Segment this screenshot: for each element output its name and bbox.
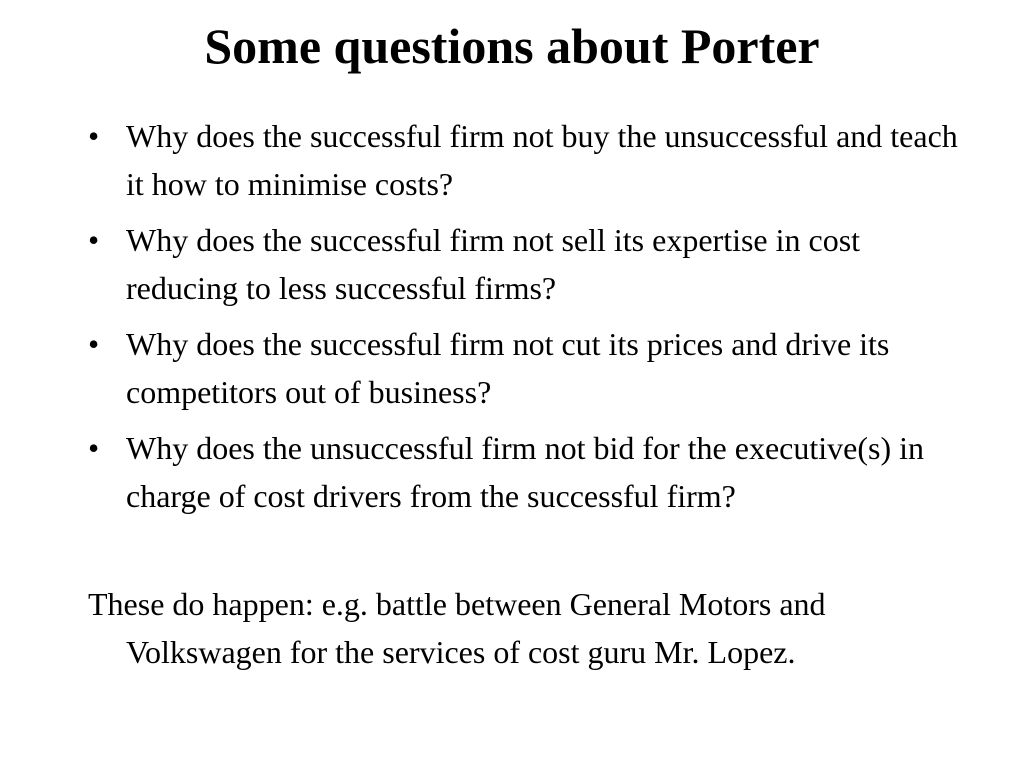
- bullet-icon: •: [88, 326, 100, 362]
- bullet-icon: •: [88, 430, 100, 466]
- bullet-item: [88, 320, 968, 416]
- bullet-item: [88, 112, 968, 208]
- bullet-icon: •: [88, 118, 100, 154]
- bullet-text: Why does the successful firm not sell its expertise in cost reducing to less successful firms?: [126, 222, 861, 306]
- closing-paragraph: These do happen: e.g. battle between General Motors and Volkswagen for the services of cost guru Mr. Lopez.: [88, 586, 826, 670]
- bullet-text: Why does the successful firm not buy the unsuccessful and teach it how to minimise costs?: [126, 118, 958, 202]
- bullet-item: [88, 424, 968, 520]
- slide-title: Some questions about Porter: [204, 18, 820, 74]
- bullet-item: [88, 216, 968, 312]
- bullet-icon: •: [88, 222, 100, 258]
- bullet-text: Why does the unsuccessful firm not bid for the executive(s) in charge of cost drivers from the successful firm?: [126, 430, 924, 514]
- bullet-list: [88, 112, 968, 528]
- bullet-text: Why does the successful firm not cut its prices and drive its competitors out of business?: [126, 326, 890, 410]
